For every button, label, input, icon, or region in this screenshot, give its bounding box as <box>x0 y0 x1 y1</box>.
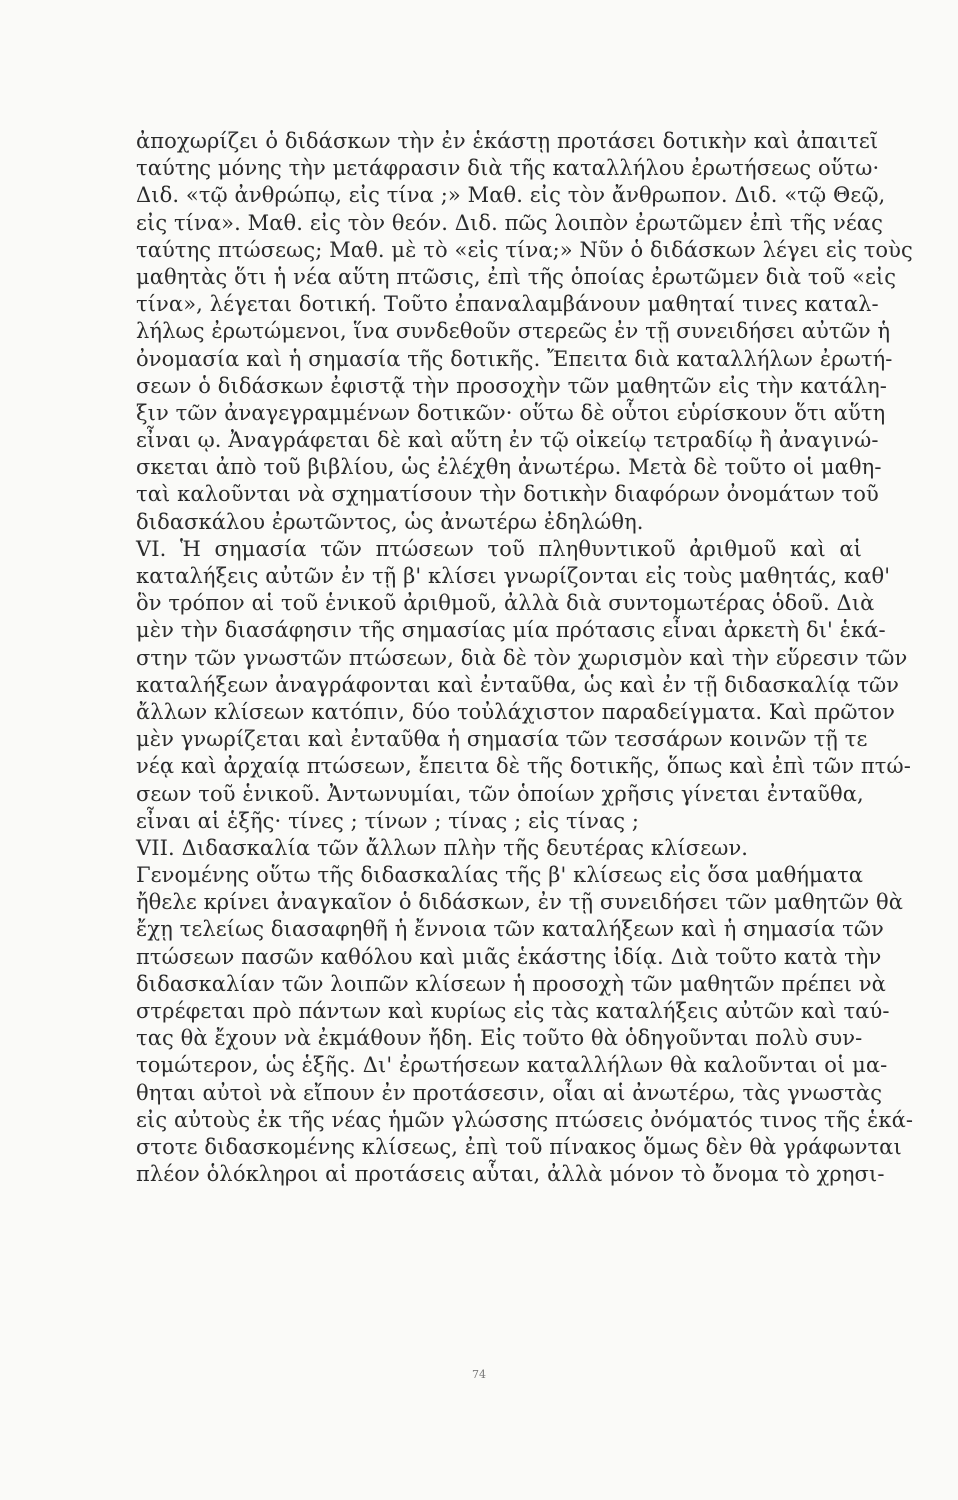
text-line: διδασκάλου ἐρωτῶντος, ὡς ἀνωτέρω ἐδηλώθη. <box>136 509 644 534</box>
body-text <box>136 128 914 1188</box>
text-line: καταλήξεις αὐτῶν ἐν τῇ β' κλίσει γνωρίζονται εἰς τοὺς μαθητάς, καθ' <box>136 564 891 588</box>
text-line: ταύτης πτώσεως; Μαθ. μὲ τὸ «εἰς τίνα;» Νῦν ὁ διδάσκων λέγει εἰς τοὺς <box>136 237 913 262</box>
text-line: εἶναι ῳ. Ἀναγράφεται δὲ καὶ αὕτη ἐν τῷ οἰκείῳ τετραδίῳ ἢ ἀναγινώ- <box>136 428 879 453</box>
text-line: νέᾳ καὶ ἀρχαίᾳ πτώσεων, ἔπειτα δὲ τῆς δοτικῆς, ὅπως καὶ ἐπὶ τῶν πτώ- <box>136 754 911 779</box>
text-line: τας θὰ ἔχουν νὰ ἐκμάθουν ἤδη. Εἰς τοῦτο θὰ ὁδηγοῦνται πολὺ συν- <box>136 1026 863 1051</box>
text-line: Διδ. «τῷ ἀνθρώπῳ, εἰς τίνα ;» Μαθ. εἰς τὸν ἄνθρωπον. Διδ. «τῷ Θεῷ, <box>136 183 886 208</box>
text-line: στην τῶν γνωστῶν πτώσεων, διὰ δὲ τὸν χωρισμὸν καὶ τὴν εὕρεσιν τῶν <box>136 645 908 670</box>
text-line: εἰς τίνα». Μαθ. εἰς τὸν θεόν. Διδ. πῶς λοιπὸν ἐρωτῶμεν ἐπὶ τῆς νέας <box>136 210 883 235</box>
text-line: σεων ὁ διδάσκων ἐφιστᾷ τὴν προσοχὴν τῶν μαθητῶν εἰς τὴν κατάλη- <box>136 373 887 398</box>
page-number: 74 <box>472 1368 486 1381</box>
text-line: Γενομένης οὕτω τῆς διδασκαλίας τῆς β' κλίσεως εἰς ὅσα μαθήματα <box>136 863 864 888</box>
text-line: τομώτερον, ὡς ἑξῆς. Δι' ἐρωτήσεων καταλλήλων θὰ καλοῦνται οἱ μα- <box>136 1053 888 1078</box>
text-line: ὃν τρόπον αἱ τοῦ ἑνικοῦ ἀριθμοῦ, ἀλλὰ διὰ συντομωτέρας ὁδοῦ. Διὰ <box>136 591 875 616</box>
text-line: μὲν τὴν διασάφησιν τῆς σημασίας μία πρότασις εἶναι ἀρκετὴ δι' ἑκά- <box>136 618 886 643</box>
text-line: μὲν γνωρίζεται καὶ ἐνταῦθα ἡ σημασία τῶν τεσσάρων κοινῶν τῇ τε <box>136 727 868 752</box>
text-line: ταὶ καλοῦνται νὰ σχηματίσουν τὴν δοτικὴν διαφόρων ὀνομάτων τοῦ <box>136 482 879 507</box>
text-line: καταλήξεων ἀναγράφονται καὶ ἐνταῦθα, ὡς καὶ ἐν τῇ διδασκαλίᾳ τῶν <box>136 672 900 697</box>
text-line: μαθητὰς ὅτι ἡ νέα αὕτη πτῶσις, ἐπὶ τῆς ὁποίας ἐρωτῶμεν διὰ τοῦ «εἰς <box>136 264 897 289</box>
section-heading-vi: VI. Ἡ σημασία τῶν πτώσεων τοῦ πληθυντικοῦ ἀριθμοῦ καὶ αἱ <box>136 536 862 561</box>
text-line: ἄλλων κλίσεων κατόπιν, δύο τοὐλάχιστον παραδείγματα. Καὶ πρῶτον <box>136 699 895 724</box>
text-line: ταύτης μόνης τὴν μετάφρασιν διὰ τῆς καταλλήλου ἐρωτήσεως οὕτω· <box>136 156 880 181</box>
text-line: διδασκαλίαν τῶν λοιπῶν κλίσεων ἡ προσοχὴ τῶν μαθητῶν πρέπει νὰ <box>136 971 886 996</box>
text-line: ὀνομασία καὶ ἡ σημασία τῆς δοτικῆς. Ἔπειτα διὰ καταλλήλων ἐρωτή- <box>136 346 893 371</box>
text-line: σκεται ἀπὸ τοῦ βιβλίου, ὡς ἐλέχθη ἀνωτέρω. Μετὰ δὲ τοῦτο οἱ μαθη- <box>136 455 882 480</box>
text-line: λήλως ἐρωτώμενοι, ἵνα συνδεθοῦν στερεῶς ἐν τῇ συνειδήσει αὐτῶν ἡ <box>136 319 891 344</box>
text-line: εἰς αὐτοὺς ἐκ τῆς νέας ἡμῶν γλώσσης πτώσεις ὀνόματός τινος τῆς ἑκά- <box>136 1107 914 1132</box>
text-line: πλέον ὁλόκληροι αἱ προτάσεις αὗται, ἀλλὰ μόνον τὸ ὄνομα τὸ χρησι- <box>136 1162 885 1187</box>
text-line: στοτε διδασκομένης κλίσεως, ἐπὶ τοῦ πίνακος ὅμως δὲν θὰ γράφωνται <box>136 1134 902 1159</box>
text-line: σεων τοῦ ἑνικοῦ. Ἀντωνυμίαι, τῶν ὁποίων χρῆσις γίνεται ἐνταῦθα, <box>136 781 864 806</box>
text-line: τίνα», λέγεται δοτική. Τοῦτο ἐπαναλαμβάνουν μαθηταί τινες καταλ- <box>136 292 879 317</box>
text-line: εἶναι αἱ ἑξῆς· τίνες ; τίνων ; τίνας ; εἰς τίνας ; <box>136 808 640 833</box>
text-line: πτώσεων πασῶν καθόλου καὶ μιᾶς ἑκάστης ἰδίᾳ. Διὰ τοῦτο κατὰ τὴν <box>136 944 882 969</box>
text-line: ἔχῃ τελείως διασαφηθῆ ἡ ἔννοια τῶν καταλήξεων καὶ ἡ σημασία τῶν <box>136 917 884 942</box>
text-line: ἀποχωρίζει ὁ διδάσκων τὴν ἐν ἑκάστῃ προτάσει δοτικὴν καὶ ἀπαιτεῖ <box>136 129 879 153</box>
text-line: ξιν τῶν ἀναγεγραμμένων δοτικῶν· οὕτω δὲ οὗτοι εὑρίσκουν ὅτι αὕτη <box>136 400 886 425</box>
text-line: θηται αὐτοὶ νὰ εἴπουν ἐν προτάσεσιν, οἷαι αἱ ἀνωτέρω, τὰς γνωστὰς <box>136 1080 883 1105</box>
text-line: ἤθελε κρίνει ἀναγκαῖον ὁ διδάσκων, ἐν τῇ συνειδήσει τῶν μαθητῶν θὰ <box>136 890 904 915</box>
section-heading-vii: VII. Διδασκαλία τῶν ἄλλων πλὴν τῆς δευτέρας κλίσεων. <box>136 835 749 860</box>
text-line: στρέφεται πρὸ πάντων καὶ κυρίως εἰς τὰς καταλήξεις αὐτῶν καὶ ταύ- <box>136 999 890 1023</box>
